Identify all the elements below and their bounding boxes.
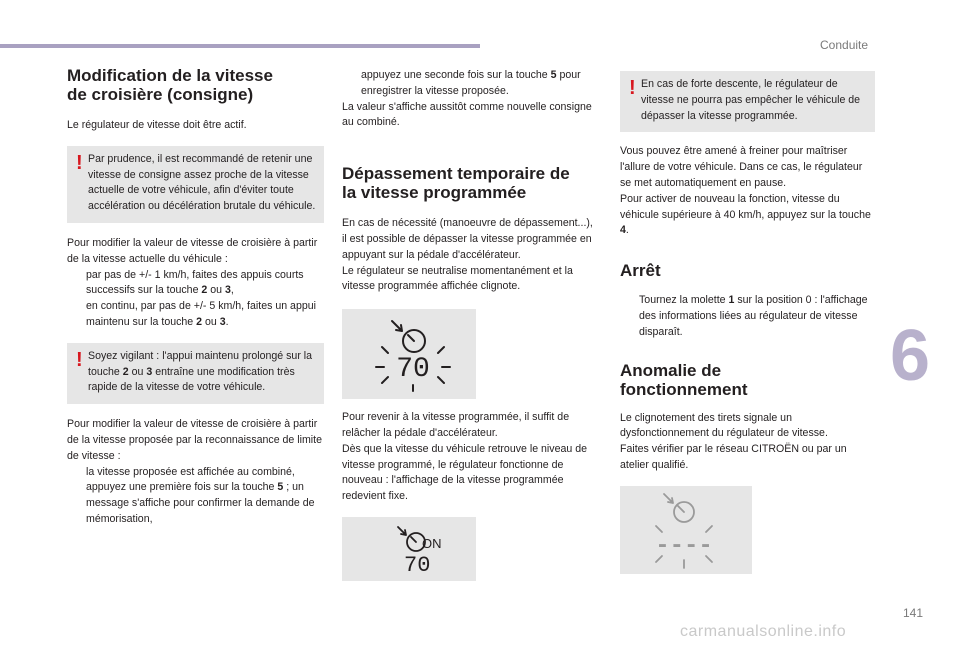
speed-value: 70 [396,354,430,386]
paragraph: Dès que la vitesse du véhicule retrouve le niveau de vitesse programmé, le régulateur fonctionne de nouveau : l'affichage de la vitesse programmée redevient fixe. [342,442,587,503]
arrow-icon [398,527,406,535]
paragraph: Pour modifier la valeur de vitesse de croisière à partir de la vitesse actuelle du véhicule : [67,236,318,265]
warning-icon: ! [76,348,83,371]
paragraph: En cas de nécessité (manoeuvre de dépassement...), il est possible de dépasser la vitesse programmée en appuyant sur la pédale d'accélérateur. [342,217,593,261]
column-3 [620,71,875,574]
title-line-2: de croisière (consigne) [67,85,254,104]
bullet-item: appuyez une première fois sur la touche 5 ; un message s'affiche pour confirmer la demande de mémorisation, [86,481,315,525]
speedometer-display [342,517,476,581]
top-accent-bar [0,44,480,48]
section-name: Conduite [820,38,869,52]
arrow-icon [392,321,402,331]
status-on: ON [422,535,442,551]
warning-box [67,343,324,404]
paragraph: Le clignotement des tirets signale un dysfonctionnement du régulateur de vitesse. [620,411,828,440]
warning-icon: ! [76,151,83,174]
section-title-modification [67,66,324,104]
section-title-arret: Arrêt [620,261,661,281]
display-figure-on [342,517,476,581]
bullet-item: la vitesse proposée est affichée au combiné, [86,465,295,478]
paragraph: Pour activer de nouveau la fonction, vitesse du véhicule supérieure à 40 km/h, appuyez sur la touche 4. [620,192,871,237]
warning-text: Soyez vigilant : l'appui maintenu prolongé sur la touche 2 ou 3 entraîne une modification très rapide de la vitesse de votre véhicule. [88,349,313,394]
title-line-1: Modification de la vitesse [67,66,273,85]
speed-value: 70 [404,552,431,578]
paragraph: La valeur s'affiche aussitôt comme nouvelle consigne au combiné. [342,100,592,129]
section-title-depassement: Dépassement temporaire de la vitesse programmée [342,164,570,203]
column-2 [342,68,600,581]
arrow-icon [664,494,673,503]
bullet-item: Tournez la molette 1 sur la position 0 : l'affichage des informations liées au régulateur de vitesse disparaît. [639,294,868,338]
bullet-item: par pas de +/- 1 km/h, faites des appuis courts successifs sur la touche 2 ou 3, [86,268,304,297]
paragraph: Pour modifier la valeur de vitesse de croisière à partir de la vitesse proposée par la reconnaissance de limite de vitesse : [67,418,322,462]
display-figure-fault [620,486,752,574]
watermark: carmanualsonline.info [680,623,847,640]
chapter-number: 6 [890,316,931,396]
speedometer-display [342,309,476,399]
paragraph: Pour revenir à la vitesse programmée, il suffit de relâcher la pédale d'accélérateur. [342,411,570,439]
warning-text: En cas de forte descente, le régulateur de vitesse ne pourra pas empêcher le véhicule de dépasser la vitesse programmée. [641,78,861,122]
column-1 [67,66,324,528]
bullet-item: appuyez une seconde fois sur la touche 5 pour enregistrer la vitesse proposée. [361,69,581,97]
paragraph: Le régulateur se neutralise momentanément et la vitesse programmée affichée clignote. [342,264,573,293]
warning-icon: ! [629,77,636,99]
page-number: 141 [903,606,924,620]
warning-box [67,146,324,223]
section-title-anomalie: Anomalie de fonctionnement [620,360,748,399]
paragraph: Vous pouvez être amené à freiner pour maîtriser l'allure de votre véhicule. Dans ce cas, le régulateur se met automatiquement en pause. [620,145,863,189]
speedometer-display [620,486,752,574]
warning-text: Par prudence, il est recommandé de retenir une vitesse de consigne assez proche de la vitesse actuelle de votre véhicule, afin d'éviter toute accélération ou décélération brutale du véhicule. [88,152,316,213]
fault-dashes: ---- [655,532,713,560]
warning-box [620,71,875,132]
paragraph: Faites vérifier par le réseau CITROËN ou par un atelier qualifié. [620,443,847,471]
display-figure-blinking [342,309,476,399]
bullet-item: en continu, par pas de +/- 5 km/h, faites un appui maintenu sur la touche 2 ou 3. [86,300,316,328]
intro-text: Le régulateur de vitesse doit être actif. [67,119,247,131]
